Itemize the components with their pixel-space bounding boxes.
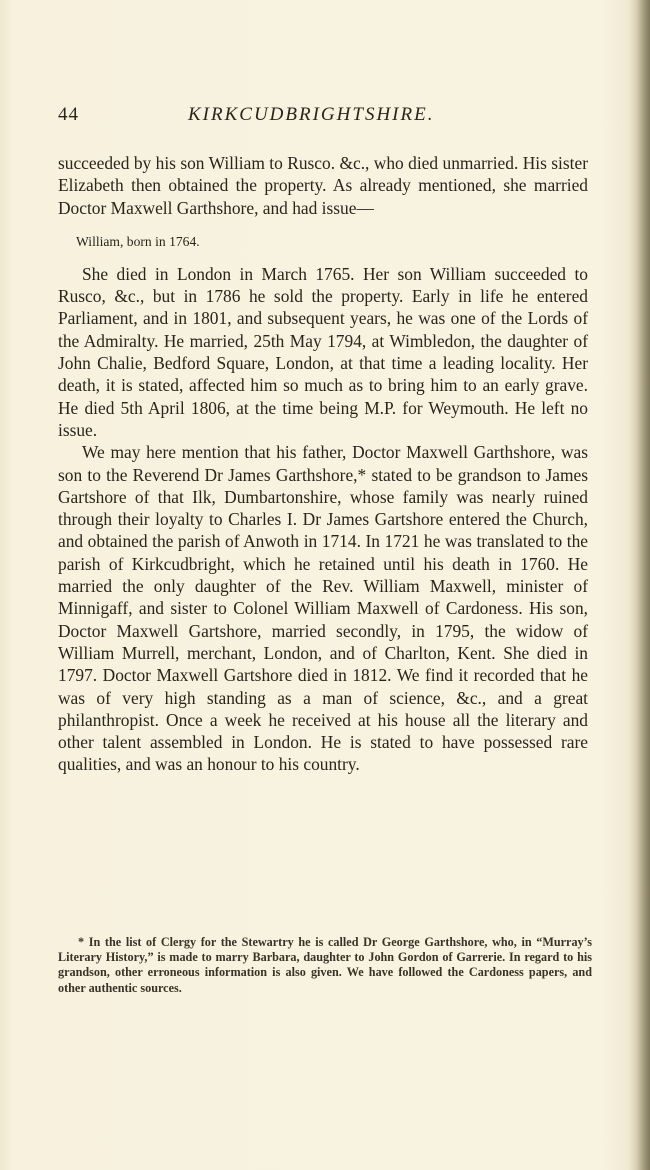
footnote: * In the list of Clergy for the Stewartry he is called Dr George Garthshore, who, in “Murray’s Literary History,” is made to marry Barbara, daughter to John Gordon of Garrerie. In regard to his grandson, other erroneous information is also given. We have followed the Cardoness papers, and other authentic sources. [58,935,592,995]
page-number: 44 [58,104,79,125]
body-text [58,152,588,776]
page-edge-shadow [636,0,650,1170]
running-head: KIRKCUDBRIGHTSHIRE. [188,104,435,125]
paragraph-1: succeeded by his son William to Rusco. &c., who died unmarried. His sister Elizabeth then obtained the property. As already mentioned, she married Doctor Maxwell Garthshore, and had issue— [58,153,588,218]
issue-line: William, born in 1764. [76,233,200,249]
paragraph-3: We may here mention that his father, Doctor Maxwell Garthshore, was son to the Reverend Dr James Garthshore,* stated to be grandson to James Gartshore of that Ilk, Dumbartonshire, whose family was nearly ruined through their loyalty to Charles I. Dr James Gartshore entered the Church, and obtained the parish of Anwoth in 1714. In 1721 he was translated to the parish of Kirkcudbright, which he retained until his death in 1760. He married the only daughter of the Rev. William Maxwell, minister of Minnigaff, and sister to Colonel William Maxwell of Cardoness. His son, Doctor Maxwell Gartshore, married secondly, in 1795, the widow of William Murrell, merchant, London, and of Charlton, Kent. She died in 1797. Doctor Maxwell Gartshore died in 1812. We find it recorded that he was of very high standing as a man of science, &c., and a great philanthropist. Once a week he received at his house all the literary and other talent assembled in London. He is stated to have possessed rare qualities, and was an honour to his country. [58,442,588,775]
page-header [58,104,588,130]
paragraph-2: She died in London in March 1765. Her son William succeeded to Rusco, &c., but in 1786 he sold the property. Early in life he entered Parliament, and in 1801, and subsequent years, he was one of the Lords of the Admiralty. He married, 25th May 1794, at Wimbledon, the daughter of John Chalie, Bedford Square, London, at that time a leading locality. Her death, it is stated, affected him so much as to bring him to an early grave. He died 5th April 1806, at the time being M.P. for Weymouth. He left no issue. [58,263,588,440]
